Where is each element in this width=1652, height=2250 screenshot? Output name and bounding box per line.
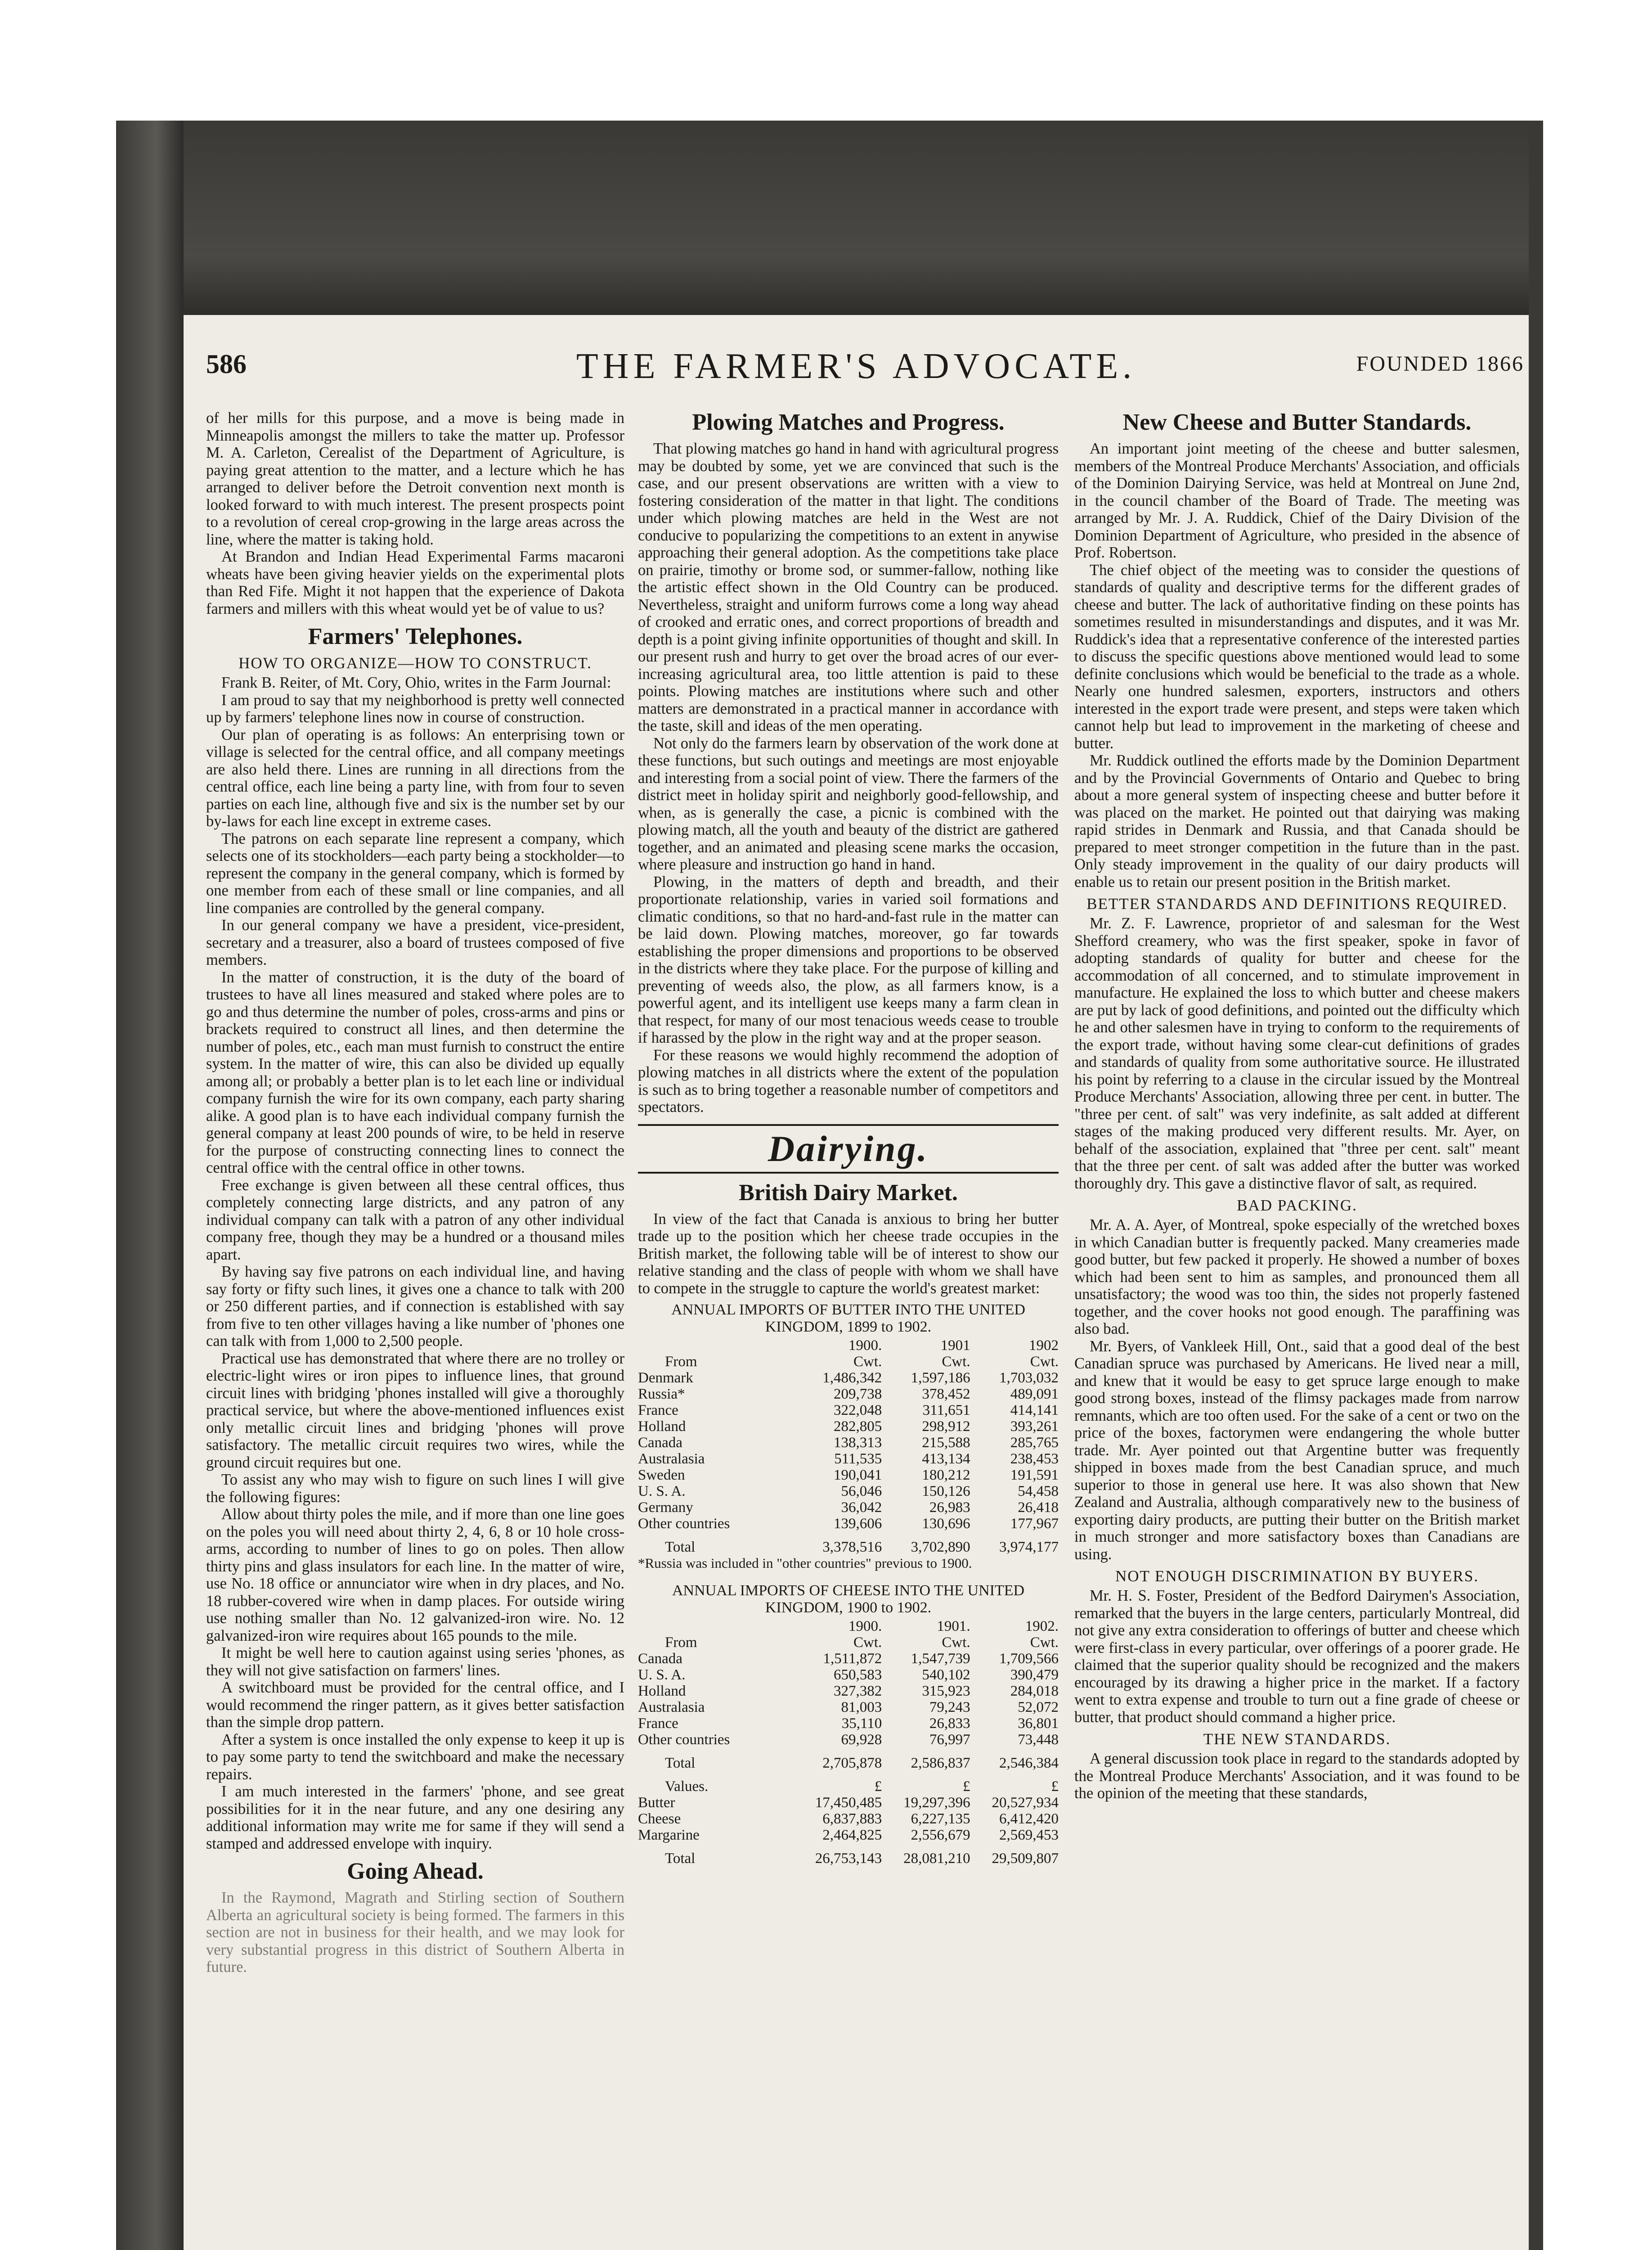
value-cell: 1,511,872: [823, 1651, 882, 1667]
country-cell: Australasia: [638, 1451, 705, 1467]
paragraph: By having say five patrons on each individual line, and having say forty or fifty such lines, it gives one a chance to talk with 200 or 250 different parties, and if connection is established with say from five to ten other villages having a like number of 'phones one can talk with from 1,000 to 2,500 people.: [206, 1263, 624, 1350]
table-row: [638, 1370, 1059, 1386]
item-cell: Cheese: [638, 1811, 681, 1827]
table-row: [638, 1795, 1059, 1811]
value-cell: 190,041: [834, 1467, 882, 1483]
paragraph: In our general company we have a president, vice-president, secretary and a treasurer, also a board of trustees composed of five members.: [206, 917, 624, 968]
country-cell: Germany: [638, 1499, 693, 1516]
value-cell: 81,003: [841, 1699, 882, 1715]
from-header: From: [665, 1634, 697, 1651]
table-header-row: [638, 1337, 1059, 1354]
table-row: [638, 1467, 1059, 1483]
total-cell: 3,378,516: [822, 1539, 882, 1555]
table-total-row: [638, 1532, 1059, 1555]
paragraph: It might be well here to caution against using series 'phones, as they will not give satisfaction on farmers' lines.: [206, 1644, 624, 1679]
paragraph: After a system is once installed the only expense to keep it up is to pay some party to tend the switchboard and make the necessary repairs.: [206, 1731, 624, 1783]
paragraph: A general discussion took place in regard to the standards adopted by the Montreal Produce Merchants' Association, and it was found to be the opinion of the meeting that these standards,: [1074, 1750, 1520, 1802]
from-header: From: [665, 1354, 697, 1370]
table-header-row: [638, 1771, 1059, 1795]
paragraph: That plowing matches go hand in hand with agricultural progress may be doubted by some, yet we are convinced that such is the case, and our present observations are written with a view to fostering consideration of the matter in that light. The conditions under which plowing matches are held in the West are not conducive to popularizing the competitions to an extent in anywise approaching their general adoption. As the competitions take place on prairie, timothy or brome sod, or summer-fallow, nothing like the artistic effect shown in the Old Country can be produced. Nevertheless, straight and uniform furrows come a long way ahead of crooked and erratic ones, and correct proportions of breadth and depth is a point giving infinite opportunities of thought and skill. In our present rush and hurry to get over the broad acres of our ever-increasing agricultural area, too little attention is paid to these points. Plowing matches are institutions where such and other matters are demonstrated in a practical manner in accordance with the taste, skill and ideas of the men operating.: [638, 440, 1059, 734]
table-footnote: *Russia was included in "other countries" previous to 1900.: [638, 1555, 972, 1571]
column-left: [206, 410, 624, 1976]
total-cell: 3,702,890: [911, 1539, 970, 1555]
year-header: 1900.: [848, 1337, 882, 1354]
paragraph: In the matter of construction, it is the duty of the board of trustees to have all lines measured and staked where poles are to go and thus determine the number of poles, cross-arms and pins or brackets required to construct all lines, and then determine the number of poles, etc., each man must furnish to construct the entire system. In the matter of wire, this can also be divided up equally among all; or probably a better plan is to let each line or individual company furnish the wire for its own company, each party sharing alike. A good plan is to have each individual company furnish the general company at least 200 pounds of wire, to be held in reserve for the purpose of constructing connecting lines to connect the central office with the central office in other towns.: [206, 968, 624, 1176]
country-cell: France: [638, 1402, 678, 1418]
value-cell: 393,261: [1010, 1418, 1059, 1435]
value-cell: 1,547,739: [911, 1651, 970, 1667]
subhead-new-standards: THE NEW STANDARDS.: [1203, 1730, 1391, 1748]
paragraph: In the Raymond, Magrath and Stirling section of Southern Alberta an agricultural society is being formed. The farmers in this section are not in business for their health, and we may look for very substantial progress in this district of Southern Alberta in future.: [206, 1889, 624, 1976]
value-cell: 130,696: [922, 1516, 970, 1532]
year-header: 1901.: [937, 1618, 970, 1634]
value-cell: 36,042: [841, 1499, 882, 1516]
subhead-discrimination: NOT ENOUGH DISCRIMINATION BY BUYERS.: [1115, 1567, 1479, 1585]
table-row: [638, 1715, 1059, 1732]
year-header: 1901: [940, 1337, 970, 1354]
value-cell: 73,448: [1018, 1732, 1059, 1748]
section-banner-dairying: Dairying.: [638, 1124, 1059, 1174]
value-cell: 1,597,186: [911, 1370, 970, 1386]
value-cell: 2,464,825: [822, 1827, 882, 1843]
total-label: Total: [665, 1539, 696, 1555]
total-label: Total: [665, 1755, 696, 1771]
value-cell: 76,997: [929, 1732, 970, 1748]
subhead-better-standards: BETTER STANDARDS AND DEFINITIONS REQUIRED.: [1086, 895, 1508, 913]
value-cell: 35,110: [841, 1715, 882, 1732]
paragraph: At Brandon and Indian Head Experimental Farms macaroni wheats have been giving heavier yields on the experimental plots than Red Fife. Might it not happen that the experience of Dakota farmers and millers with this wheat would yet be of value to us?: [206, 548, 624, 617]
total-cell: 2,705,878: [822, 1755, 882, 1771]
value-cell: 413,134: [922, 1451, 970, 1467]
unit-header: Cwt.: [853, 1354, 882, 1370]
year-header: 1900.: [848, 1618, 882, 1634]
table-row: [638, 1811, 1059, 1827]
value-cell: 285,765: [1010, 1435, 1059, 1451]
country-cell: Holland: [638, 1683, 686, 1699]
value-cell: 191,591: [1010, 1467, 1059, 1483]
page-header: [184, 346, 1529, 389]
value-cell: 20,527,934: [992, 1795, 1059, 1811]
value-cell: 238,453: [1010, 1451, 1059, 1467]
column-right: [1074, 410, 1520, 1802]
value-cell: 1,709,566: [999, 1651, 1059, 1667]
value-cell: 17,450,485: [815, 1795, 882, 1811]
paragraph: Plowing, in the matters of depth and breadth, and their proportionate relationship, varies in varied soil formations and climatic conditions, so that no hard-and-fast rule in the matter can be laid down. Plowing matches, moreover, go far towards establishing the proper dimensions and proportions to be observed in the districts where they take place. For the purpose of killing and preventing of weeds also, the plow, as all farmers know, is a powerful agent, and its intelligent use keeps many a farm clean in that respect, for many of our most tenacious weeds cease to trouble if harassed by the plow in the right way and at the proper season.: [638, 873, 1059, 1046]
value-cell: 489,091: [1010, 1386, 1059, 1402]
masthead-title: THE FARMER'S ADVOCATE.: [576, 346, 1136, 386]
table-row: [638, 1827, 1059, 1843]
paragraph: Practical use has demonstrated that where there are no trolley or electric-light wires or iron pipes to influence lines, that ground circuit lines with bridging 'phones installed will give a thoroughly practical service, but where the above-mentioned influences exist only metallic circuit lines and bridging 'phones will prove satisfactory. The metallic circuit requires two wires, while the ground circuit requires but one.: [206, 1350, 624, 1471]
country-cell: Other countries: [638, 1516, 730, 1532]
page-number: 586: [206, 349, 247, 379]
value-cell: 2,556,679: [911, 1827, 970, 1843]
value-cell: 79,243: [929, 1699, 970, 1715]
unit-header: Cwt.: [1030, 1354, 1059, 1370]
item-cell: Butter: [638, 1795, 675, 1811]
article-subtitle: HOW TO ORGANIZE—HOW TO CONSTRUCT.: [238, 654, 592, 672]
column-middle: [638, 410, 1059, 1867]
country-cell: Sweden: [638, 1467, 685, 1483]
table-header-row: [638, 1354, 1059, 1370]
table-row: [638, 1732, 1059, 1748]
paragraph: Mr. Ruddick outlined the efforts made by the Dominion Department and by the Provincial Governments of Ontario and Quebec to bring about a more general system of inspecting cheese and butter before it was placed on the market. He pointed out that dairying was making rapid strides in Denmark and Russia, and that Canada should be prepared to meet stronger competition in the future than in the past. Only steady improvement in the quality of our dairy products will enable us to retain our present position in the British market.: [1074, 752, 1520, 891]
table-row: [638, 1483, 1059, 1499]
value-cell: 150,126: [922, 1483, 970, 1499]
table-row: [638, 1683, 1059, 1699]
total-label: Total: [665, 1850, 696, 1867]
table-row: [638, 1418, 1059, 1435]
currency-header: £: [963, 1778, 970, 1795]
value-cell: 378,452: [922, 1386, 970, 1402]
value-cell: 56,046: [841, 1483, 882, 1499]
value-cell: 19,297,396: [903, 1795, 970, 1811]
article-title-telephones: Farmers' Telephones.: [308, 624, 523, 649]
value-cell: 6,837,883: [822, 1811, 882, 1827]
table-row: [638, 1651, 1059, 1667]
table-row: [638, 1451, 1059, 1467]
article-title-going-ahead: Going Ahead.: [347, 1858, 484, 1884]
paragraph: A switchboard must be provided for the central office, and I would recommend the ringer pattern, as it gives better satisfaction than the simple drop pattern.: [206, 1679, 624, 1731]
butter-imports-table: [638, 1337, 1059, 1555]
table-header-row: [638, 1618, 1059, 1634]
value-cell: 322,048: [834, 1402, 882, 1418]
table-row: [638, 1516, 1059, 1532]
value-cell: 2,569,453: [999, 1827, 1059, 1843]
butter-table-title: ANNUAL IMPORTS OF BUTTER INTO THE UNITED KINGDOM, 1899 to 1902.: [671, 1301, 1025, 1335]
total-cell: 26,753,143: [815, 1850, 882, 1867]
paragraph: Our plan of operating is as follows: An enterprising town or village is selected for the central office, and all company meetings are also held there. Lines are running in all directions from the central office, each line being a party line, with from four to seven parties on each line, although five and six is the number set by our by-laws for each line except in extreme cases.: [206, 726, 624, 830]
value-cell: 327,382: [834, 1683, 882, 1699]
subhead-bad-packing: BAD PACKING.: [1237, 1197, 1357, 1214]
value-cell: 69,928: [841, 1732, 882, 1748]
total-cell: 2,586,837: [911, 1755, 970, 1771]
article-title-plowing: Plowing Matches and Progress.: [692, 410, 1005, 435]
paragraph: of her mills for this purpose, and a move is being made in Minneapolis amongst the millers to take the matter up. Professor M. A. Carleton, Cerealist of the Department of Agriculture, is paying great attention to the matter, and a lecture which he has arranged to deliver before the Detroit convention next month is looked forward to with much interest. The present prospects point to a revolution of cereal crop-growing in the large areas across the line, where the matter is taking hold.: [206, 410, 624, 548]
total-cell: 28,081,210: [903, 1850, 970, 1867]
unit-header: Cwt.: [942, 1634, 970, 1651]
value-cell: 54,458: [1018, 1483, 1059, 1499]
country-cell: Australasia: [638, 1699, 705, 1715]
value-cell: 6,412,420: [999, 1811, 1059, 1827]
value-cell: 139,606: [834, 1516, 882, 1532]
currency-header: £: [1051, 1778, 1059, 1795]
values-label: Values.: [665, 1778, 709, 1795]
value-cell: 52,072: [1018, 1699, 1059, 1715]
table-row: [638, 1402, 1059, 1418]
paragraph: Allow about thirty poles the mile, and if more than one line goes on the poles you will need about thirty 2, 4, 6, 8 or 10 hole cross-arms, according to number of lines to go on poles. Then allow thirty pins and glass insulators for each line. In the matter of wire, use No. 18 office or annunciator wire when in dry places, and No. 18 rubber-covered wire when in damp places. For outside wiring use nothing smaller than No. 12 galvanized-iron wire. No. 12 galvanized-iron wire requires about 165 pounds to the mile.: [206, 1506, 624, 1644]
country-cell: Holland: [638, 1418, 686, 1435]
value-cell: 284,018: [1010, 1683, 1059, 1699]
country-cell: France: [638, 1715, 678, 1732]
unit-header: Cwt.: [853, 1634, 882, 1651]
paragraph: To assist any who may wish to figure on such lines I will give the following figures:: [206, 1471, 624, 1506]
table-header-row: [638, 1634, 1059, 1651]
binding-shadow: [116, 121, 184, 2250]
country-cell: U. S. A.: [638, 1483, 686, 1499]
total-cell: 29,509,807: [992, 1850, 1059, 1867]
value-cell: 138,313: [834, 1435, 882, 1451]
paragraph: Frank B. Reiter, of Mt. Cory, Ohio, writes in the Farm Journal:: [221, 674, 611, 691]
top-shadow: [184, 121, 1529, 315]
paragraph: The chief object of the meeting was to consider the questions of standards of quality and descriptive terms for the different grades of cheese and butter. The lack of authoritative finding on these points has sometimes resulted in misunderstandings and disputes, and it was Mr. Ruddick's idea that a representative conference of the interested parties to discuss the specific questions above mentioned would lead to some definite conclusions which would be beneficial to the trade as a whole. Nearly one hundred salesmen, exporters, instructors and others interested in the export trade were present, and steps were taken which cannot help but lead to improvement in the marketing of cheese and butter.: [1074, 561, 1520, 752]
paragraph: Free exchange is given between all these central offices, thus completely connecting large districts, and any patron of any individual company can talk with a patron of any other individual company free, though they may be a hundred or a thousand miles apart.: [206, 1176, 624, 1263]
value-cell: 209,738: [834, 1386, 882, 1402]
value-cell: 180,212: [922, 1467, 970, 1483]
value-cell: 298,912: [922, 1418, 970, 1435]
table-row: [638, 1386, 1059, 1402]
paragraph: Mr. H. S. Foster, President of the Bedford Dairymen's Association, remarked that the buyers in the large centers, particularly Montreal, did not give any extra consideration to offerings of butter and cheese which were first-class in every particular, over offerings of a poorer grade. He claimed that the superior quality should be recognized and the makers encouraged by its drawing a higher price in the market. If a factory went to extra expense and trouble to turn out a fine grade of cheese or butter, that product should command a higher price.: [1074, 1587, 1520, 1726]
country-cell: Denmark: [638, 1370, 693, 1386]
year-header: 1902.: [1025, 1618, 1059, 1634]
paragraph: For these reasons we would highly recommend the adoption of plowing matches in all districts where the extent of the population is such as to bring together a reasonable number of competitors and spectators.: [638, 1046, 1059, 1116]
country-cell: U. S. A.: [638, 1667, 686, 1683]
year-header: 1902: [1029, 1337, 1059, 1354]
value-cell: 650,583: [834, 1667, 882, 1683]
value-cell: 26,418: [1018, 1499, 1059, 1516]
table-row: [638, 1667, 1059, 1683]
paragraph: Mr. A. A. Ayer, of Montreal, spoke especially of the wretched boxes in which Canadian butter is frequently packed. Many creameries made good butter, but few packed it properly. He showed a number of boxes which had been sent to him as samples, and pronounced them all unsatisfactory; the wood was too thin, the sides not properly fastened together, and the cover hooks not good enough. The paraffining was also bad.: [1074, 1216, 1520, 1337]
cheese-imports-table: [638, 1618, 1059, 1867]
paragraph: The patrons on each separate line represent a company, which selects one of its stockholders—each party being a stockholder—to represent the company in the general company, which is formed by one member from each of these small or line companies, and all line companies are controlled by the general company.: [206, 830, 624, 917]
value-cell: 1,703,032: [999, 1370, 1059, 1386]
country-cell: Canada: [638, 1651, 682, 1667]
value-cell: 215,588: [922, 1435, 970, 1451]
table-row: [638, 1699, 1059, 1715]
value-cell: 282,805: [834, 1418, 882, 1435]
country-cell: Other countries: [638, 1732, 730, 1748]
value-cell: 311,651: [922, 1402, 970, 1418]
paragraph: I am proud to say that my neighborhood is pretty well connected up by farmers' telephone lines now in course of construction.: [206, 691, 624, 726]
value-cell: 1,486,342: [822, 1370, 882, 1386]
value-cell: 540,102: [922, 1667, 970, 1683]
value-cell: 414,141: [1010, 1402, 1059, 1418]
paragraph: Mr. Byers, of Vankleek Hill, Ont., said that a good deal of the best Canadian spruce was purchased by Americans. He lived near a mill, and knew that it would be easy to get spruce large enough to make good strong boxes, instead of the flimsy packages made from narrow remnants, which are too often used. For the sake of a cent or two on the price of the boxes, factorymen were endangering the whole butter trade. Mr. Ayer pointed out that Argentine butter was frequently shipped in boxes made from the best Canadian spruce, and much superior to those in general use here. It was also shown that New Zealand and Australia, although comparatively new to the business of exporting dairy products, are putting their butter on the British market in much stronger and more satisfactory boxes than Canadians are using.: [1074, 1337, 1520, 1563]
cheese-table-title: ANNUAL IMPORTS OF CHEESE INTO THE UNITED KINGDOM, 1900 to 1902.: [672, 1582, 1025, 1616]
item-cell: Margarine: [638, 1827, 700, 1843]
paragraph: In view of the fact that Canada is anxious to bring her butter trade up to the position which her cheese trade occupies in the British market, the following table will be of interest to show our relative standing and the class of people with whom we shall have to compete in the struggle to capture the world's greatest market:: [638, 1210, 1059, 1297]
total-cell: 3,974,177: [999, 1539, 1059, 1555]
country-cell: Russia*: [638, 1386, 685, 1402]
total-cell: 2,546,384: [999, 1755, 1059, 1771]
paragraph: An important joint meeting of the cheese and butter salesmen, members of the Montreal Produce Merchants' Association, and officials of the Dominion Dairying Service, was held at Montreal on June 2nd, in the council chamber of the Board of Trade. The meeting was arranged by Mr. J. A. Ruddick, Chief of the Dairy Division of the Dominion Department of Agriculture, who presided in the absence of Prof. Robertson.: [1074, 440, 1520, 561]
value-cell: 6,227,135: [911, 1811, 970, 1827]
table-total-row: [638, 1843, 1059, 1867]
paragraph: Mr. Z. F. Lawrence, proprietor of and salesman for the West Shefford creamery, who was the first speaker, spoke in favor of adopting standards of quality for butter and cheese for the accommodation of all concerned, and to stimulate improvement in manufacture. He explained the loss to which butter and cheese makers are put by lack of good definitions, and pointed out the difficulty which he and other salesmen have in trying to conform to the requirements of the export trade, without having some clear-cut definitions of grades and standards of quality from some authoritative source. He illustrated his point by referring to a clause in the circular issued by the Montreal Produce Merchants' Association, allowing three per cent. in butter. The "three per cent. of salt" was very indefinite, as salt added at different stages of the making produced very different results. Mr. Ayer, on behalf of the association, explained that "three per cent. salt" meant that the three per cent. of salt was added after the butter was worked thoroughly dry. This gave a distinctive flavor of salt, as required.: [1074, 915, 1520, 1192]
article-title-standards: New Cheese and Butter Standards.: [1122, 410, 1472, 435]
value-cell: 36,801: [1018, 1715, 1059, 1732]
paragraph: I am much interested in the farmers' 'phone, and see great possibilities for it in the near future, and any one desiring any additional information may write me for same if they will send a stamped and addressed envelope with inquiry.: [206, 1783, 624, 1852]
table-total-row: [638, 1748, 1059, 1771]
unit-header: Cwt.: [1030, 1634, 1059, 1651]
value-cell: 26,833: [929, 1715, 970, 1732]
founded-note: FOUNDED 1866: [1356, 352, 1524, 376]
value-cell: 511,535: [834, 1451, 882, 1467]
currency-header: £: [874, 1778, 882, 1795]
unit-header: Cwt.: [942, 1354, 970, 1370]
country-cell: Canada: [638, 1435, 682, 1451]
article-title-british-dairy: British Dairy Market.: [739, 1179, 958, 1206]
newspaper-page: [184, 315, 1529, 2250]
value-cell: 315,923: [922, 1683, 970, 1699]
value-cell: 177,967: [1010, 1516, 1059, 1532]
table-row: [638, 1499, 1059, 1516]
value-cell: 390,479: [1010, 1667, 1059, 1683]
value-cell: 26,983: [929, 1499, 970, 1516]
table-row: [638, 1435, 1059, 1451]
paragraph: Not only do the farmers learn by observation of the work done at these functions, but such outings and meetings are most enjoyable and interesting from a social point of view. There the farmers of the district meet in holiday spirit and neighborly good-fellowship, and when, as is generally the case, a picnic is combined with the plowing match, all the youth and beauty of the district are gathered together, and an animated and pleasing scene marks the occasion, where pleasure and instruction go hand in hand.: [638, 734, 1059, 873]
